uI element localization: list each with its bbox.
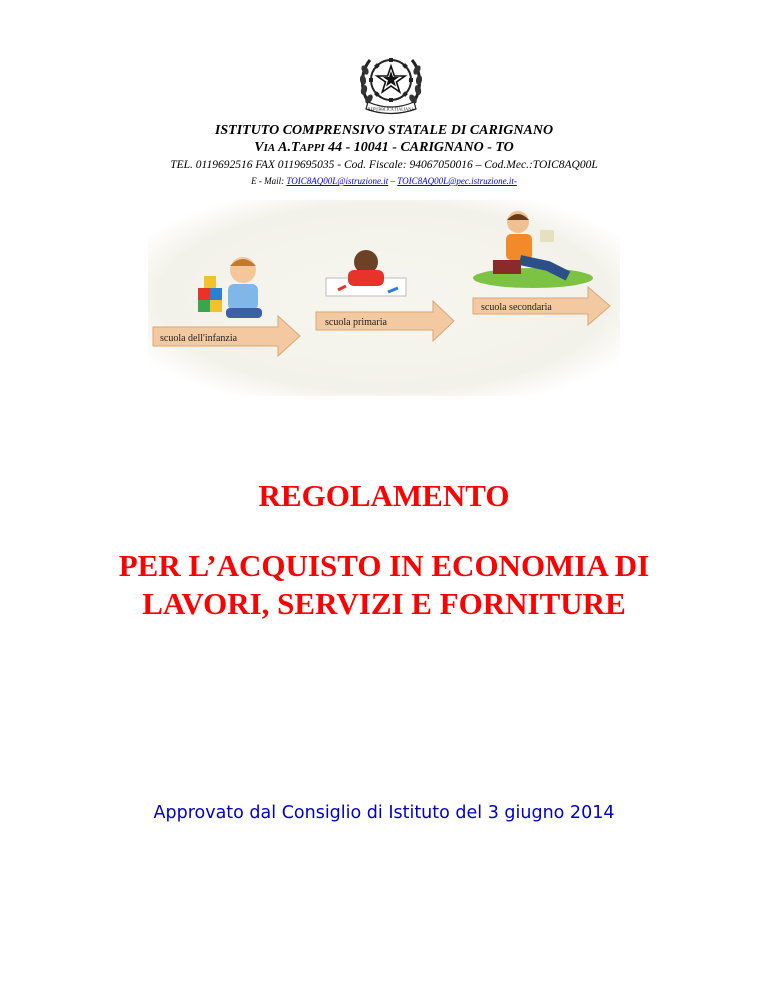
school-progression-illustration (148, 200, 620, 396)
address-rest: 44 - 10041 - CARIGNANO - TO (324, 140, 514, 155)
school-address (0, 140, 768, 156)
address-a: A.T (275, 140, 300, 155)
address-appi: APPI (299, 142, 325, 154)
emblem-ribbon-text: REPUBBLICA ITALIANA (367, 106, 415, 112)
label-secondaria: scuola secondaria (481, 302, 552, 313)
email-line (0, 176, 768, 186)
document-subtitle-line1: PER L’ACQUISTO IN ECONOMIA DI (118, 548, 650, 583)
school-name: ISTITUTO COMPRENSIVO STATALE DI CARIGNANO (214, 123, 554, 138)
contacts-line: TEL. 0119692516 FAX 0119695035 - Cod. Fiscale: 94067050016 – Cod.Mec.:TOIC8AQ00L (170, 159, 598, 171)
address-ia: IA (263, 142, 276, 154)
approval-note: Approvato dal Consiglio di Istituto del 3 giugno 2014 (153, 803, 615, 823)
address-v: V (254, 140, 264, 155)
mail-separator: – (388, 176, 398, 186)
email-link-istruzione[interactable]: TOIC8AQ00L@istruzione.it (286, 176, 389, 186)
label-infanzia: scuola dell'infanzia (160, 333, 238, 344)
mail-prefix: E - Mail: (251, 176, 287, 186)
document-title: REGOLAMENTO (258, 478, 510, 513)
email-link-pec[interactable]: TOIC8AQ00L@pec.istruzione.it- (397, 176, 517, 186)
document-subtitle-line2: LAVORI, SERVIZI E FORNITURE (142, 586, 626, 621)
republic-emblem-icon (356, 46, 426, 116)
label-primaria: scuola primaria (325, 317, 387, 328)
